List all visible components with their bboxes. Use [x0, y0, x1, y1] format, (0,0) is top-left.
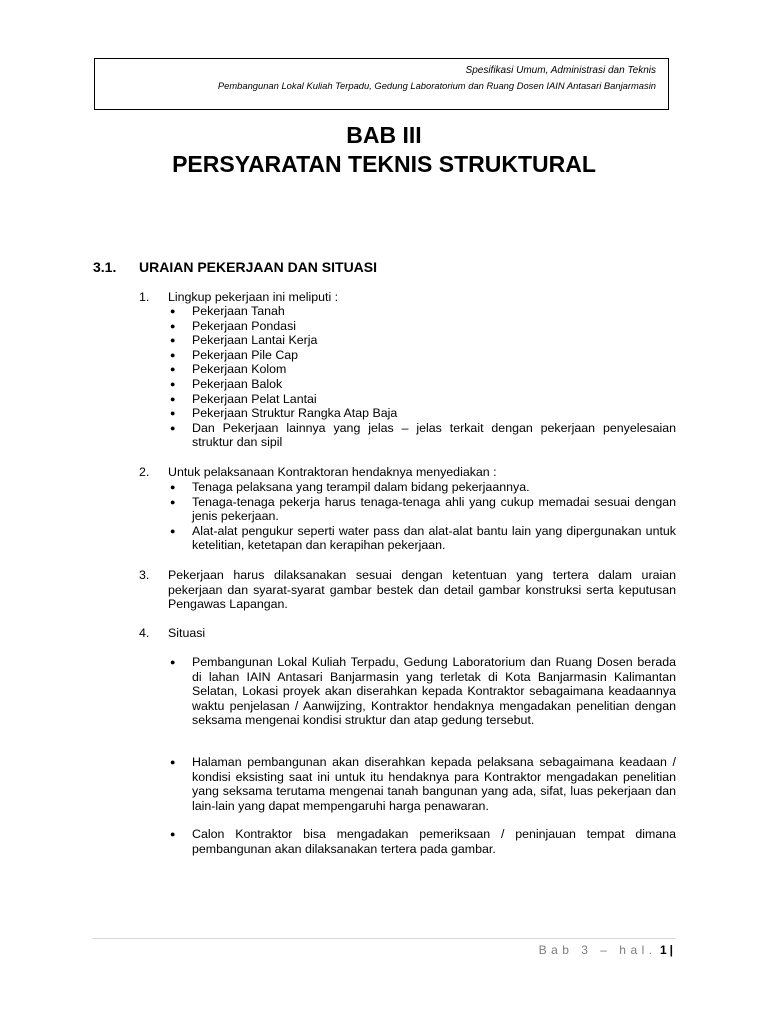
list-item: ● Halaman pembangunan akan diserahkan kepada pelaksana sebagaimana keadaan / kondisi eksisting saat ini untuk itu hendaknya para Kontraktor mengadakan penelitian yang seksama terutama mengenai tanah bangunan yang ada, sifat, luas pekerjaan dan lain-lain yang dapat mempengaruhi harga penawaran.: [170, 755, 676, 813]
bullet-icon: ●: [170, 422, 176, 433]
item-number: 4.: [139, 626, 150, 640]
resources-bullet-list: [168, 480, 676, 553]
chapter-label: BAB III: [346, 122, 422, 148]
section-title: URAIAN PEKERJAAN DAN SITUASI: [139, 259, 378, 275]
document-header: [94, 58, 669, 110]
situation-bullet-list-1: [168, 655, 676, 728]
item-text: Situasi: [168, 626, 206, 640]
bullet-icon: ●: [170, 335, 176, 346]
bullet-icon: ●: [170, 393, 176, 404]
bullet-icon: ●: [170, 378, 176, 389]
footer-divider: [92, 938, 676, 939]
page-footer: [539, 943, 676, 957]
chapter-title: PERSYARATAN TEKNIS STRUKTURAL: [172, 151, 596, 177]
bullet-icon: ●: [170, 320, 176, 331]
bullet-icon: ●: [170, 657, 176, 667]
item-number: 1.: [139, 290, 150, 304]
list-item: ● Pekerjaan Pile Cap: [170, 347, 299, 362]
header-project-title: Pembangunan Lokal Kuliah Terpadu, Gedung Laboratorium dan Ruang Dosen IAIN Antasari Banjarmasin: [217, 80, 656, 91]
list-item: ● Pekerjaan Pondasi: [170, 318, 297, 333]
item-text: Untuk pelaksanaan Kontraktoran hendaknya menyediakan :: [168, 465, 497, 479]
item-text: Lingkup pekerjaan ini meliputi :: [168, 290, 339, 304]
bullet-icon: ●: [170, 829, 176, 839]
list-item: ● Pekerjaan Struktur Rangka Atap Baja: [170, 406, 398, 421]
item-paragraph: Pekerjaan harus dilaksanakan sesuai dengan ketentuan yang tertera dalam uraian pekerjaan dan syarat-syarat gambar bestek dan detail gambar konstruksi serta keputusan Pengawas Lapangan.: [168, 568, 676, 612]
list-item: ● Alat-alat pengukur seperti water pass dan alat-alat bantu lain yang dipergunakan untuk ketelitian, ketetapan dan kerapihan pekerjaan.: [170, 523, 676, 553]
section-number: 3.1.: [93, 259, 117, 275]
list-item: ● Pekerjaan Balok: [170, 376, 283, 391]
bullet-icon: ●: [170, 482, 176, 492]
list-item: ● Tenaga-tenaga pekerja harus tenaga-tenaga ahli yang cukup memadai sesuai dengan jenis pekerjaan.: [170, 494, 676, 524]
bullet-icon: ●: [170, 349, 176, 360]
bullet-icon: ●: [170, 364, 176, 375]
situation-bullet-list-3: [168, 827, 676, 856]
list-item: ● Pekerjaan Kolom: [170, 362, 287, 377]
page-number: 1|: [659, 943, 676, 957]
list-item: ● Pekerjaan Tanah: [170, 304, 285, 318]
scope-bullet-list: [168, 304, 676, 450]
bullet-icon: ●: [170, 408, 176, 419]
item-number: 2.: [139, 465, 150, 479]
list-item: ● Dan Pekerjaan lainnya yang jelas – jelas terkait dengan pekerjaan penyelesaian struktur dan sipil: [170, 420, 676, 450]
bullet-icon: ●: [170, 525, 176, 536]
item-number: 3.: [139, 568, 150, 582]
list-item: ● Calon Kontraktor bisa mengadakan pemeriksaan / peninjauan tempat dimana pembangunan akan dilaksanakan tertera pada gambar.: [170, 827, 676, 856]
bullet-icon: ●: [170, 496, 176, 507]
header-spec-title: Spesifikasi Umum, Administrasi dan Teknis: [465, 65, 656, 76]
situation-bullet-list-2: [168, 755, 676, 813]
bullet-icon: ●: [170, 757, 176, 767]
footer-chapter-label: Bab 3 – hal.: [538, 943, 657, 957]
list-item: ● Tenaga pelaksana yang terampil dalam bidang pekerjaannya.: [170, 480, 530, 494]
list-item: ● Pembangunan Lokal Kuliah Terpadu, Gedung Laboratorium dan Ruang Dosen berada di lahan IAIN Antasari Banjarmasin yang terletak di Kota Banjarmasin Kalimantan Selatan, Lokasi proyek akan diserahkan kepada Kontraktor sebagaimana keadaannya waktu penjelasan / Aanwijzing, Kontraktor hendaknya mengadakan penelitian dengan seksama mengenai kondisi struktur dan atap gedung tersebut.: [170, 655, 676, 728]
bullet-icon: ●: [170, 306, 176, 316]
list-item: ● Pekerjaan Lantai Kerja: [170, 333, 318, 348]
list-item: ● Pekerjaan Pelat Lantai: [170, 391, 317, 406]
